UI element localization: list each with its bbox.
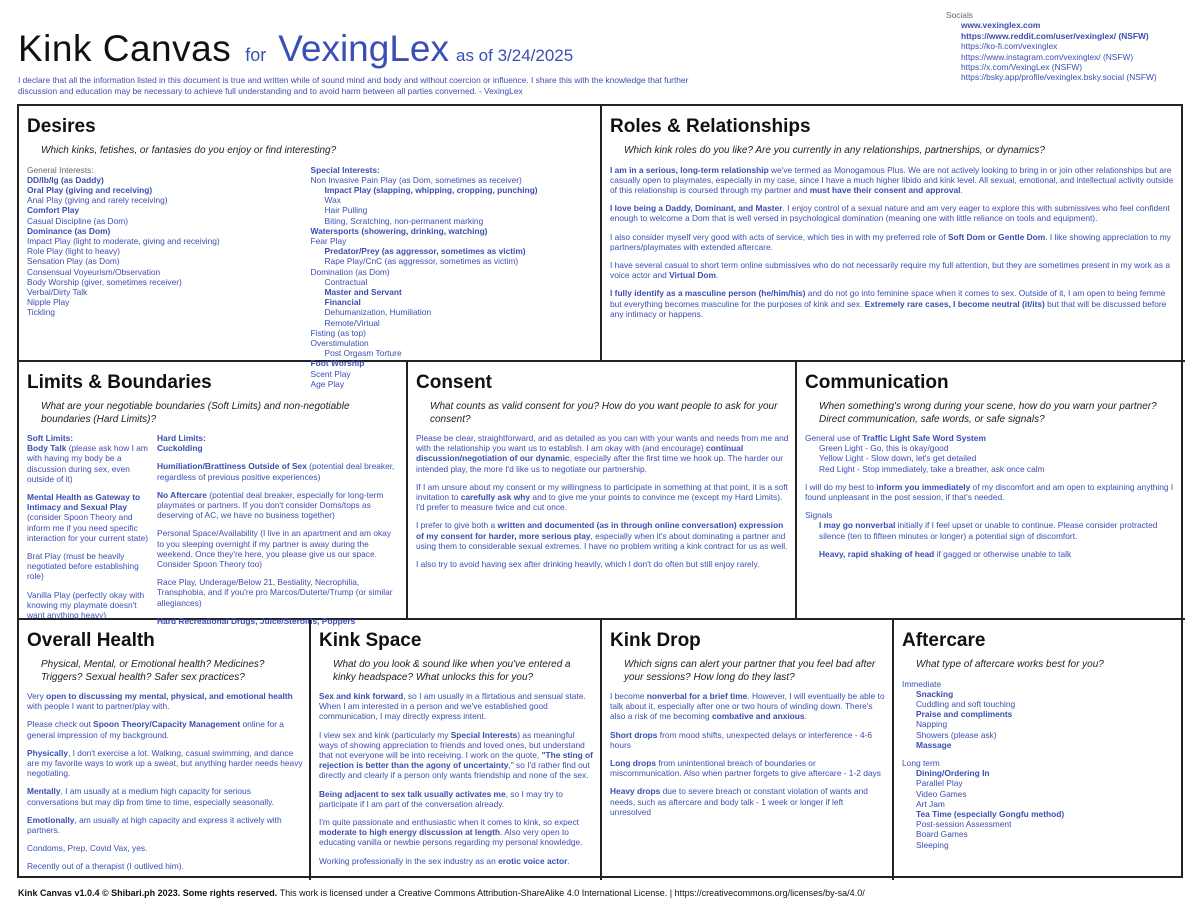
health-paragraph-run: Please check out [27,719,94,730]
drop-paragraph-run: Long drops [610,758,657,769]
traffic-light-item: Red Light - Stop immediately, take a breather, ask once calm [819,463,1045,474]
consent-paragraph [416,482,789,513]
limit-item [27,551,149,582]
space-paragraph-run: "The sting of rejection is better than the agony of uncertainty [319,750,593,771]
drop-paragraph-run: due to severe breach or constant violation of wants and needs, such as aftercare and body talk - 1 week or longer if left unresolved [610,786,868,817]
signal-item-run: initially if I feel upset or unable to continue. Please consider protracted silence (ten to fifteen minutes or longer) a potential sign of discomfort. [819,520,1158,541]
consent-paragraph [416,559,789,569]
consent-panel [408,362,797,620]
limit-run: No Aftercare [157,489,207,500]
interest-item: Post Orgasm Torture [324,348,402,359]
space-paragraph-run: Special Interests [450,729,518,740]
communication-paragraph [805,482,1179,502]
canvas-grid [17,104,1183,878]
interest-item: Wax [324,195,341,206]
roles-paragraph-run: Extremely rare cases, I become neutral (it/its) [864,298,1045,309]
health-question: Physical, Mental, or Emotional health? Medicines? Triggers? Sexual health? Safer sex practices? [41,659,265,683]
drop-paragraph-run: . [804,711,807,722]
consent-paragraph [416,520,789,551]
roles-paragraph [610,260,1179,280]
drop-paragraph [610,758,886,778]
drop-paragraph-run: from mood shifts, unexpected delays or interference - 4-6 hours [610,729,873,750]
interest-item: Fisting (as top) [310,327,366,338]
general-interests-list [27,165,311,389]
kink-space-title: Kink Space [319,630,422,651]
desires-title: Desires [27,116,96,137]
socials [946,10,1191,83]
roles-panel [602,106,1185,362]
space-paragraph [319,730,594,781]
interest-item: DD/lb/lg (as Daddy) [27,174,104,185]
interest-item: Contractual [324,276,368,287]
space-paragraph-run: erotic voice actor [498,855,568,866]
health-paragraph [27,786,303,806]
interest-item: Verbal/Dirty Talk [27,286,88,297]
soft-limits-heading: Soft Limits: [27,433,74,443]
interest-item: Dominance (as Dom) [27,225,111,236]
health-paragraph-run: Physically [27,747,68,758]
health-paragraph-run: Very [27,691,47,701]
drop-paragraph-run: . However, I will eventually be able to talk about it, especially after one or two hours of winding down. There's also a risk of me becoming [610,691,885,722]
kink-space-question: What do you look & sound like when you've entered a kinky headspace? What unlocks this for you? [333,659,571,683]
interest-item: Fear Play [310,235,347,246]
roles-paragraph-run: I have several casual to short term online submissives who do not necessarily require my full attention, but they are sometimes present in my work as a voice actor and [610,259,1170,281]
comm-para-run: inform you immediately [876,481,971,492]
soft-limits [27,433,149,634]
roles-paragraph [610,232,1179,252]
consent-question: What counts as valid consent for you? How do you want people to ask for your consent? [430,401,778,425]
traffic-light-intro [805,433,1179,443]
interest-item: Rape Play/CnC (as aggressor, sometimes as victim) [324,256,519,267]
kink-drop-title: Kink Drop [610,630,701,651]
limit-run: Body Talk [27,443,67,454]
interest-item: Role Play (light to heavy) [27,246,121,257]
interest-item: Foot Worship [310,358,365,369]
social-link[interactable]: https://x.com/VexingLex (NSFW) [961,62,1083,73]
consent-paragraph-run: continual discussion/negotiation of our dynamic [416,443,744,464]
signals-list [805,520,1179,559]
kink-space-panel [311,620,602,880]
health-paragraph-run: open to discussing my mental, physical, and emotional health [46,691,293,701]
interest-item: Sensation Play (as Dom) [27,256,120,267]
social-link[interactable]: www.vexinglex.com [961,20,1041,31]
interest-item: Anal Play (giving and rarely receiving) [27,195,168,206]
consent-paragraph-run: and to give me your points to convince me (except my Hard Limits). I'd prefer to measure twice and cut once. [416,492,783,513]
aftercare-body [902,679,1179,850]
signal-item-run: Heavy, rapid shaking of head [819,548,935,559]
aftercare-item: Tea Time (especially Gongfu method) [916,808,1065,819]
interest-item: Tickling [27,307,56,318]
aftercare-item: Showers (please ask) [916,729,997,740]
limit-item [27,443,149,484]
title-for: for [245,45,267,65]
longterm-label: Long term [902,757,940,768]
special-interests-list [311,165,595,389]
roles-paragraph [610,203,1179,223]
footer-copyright: Kink Canvas v1.0.4 © Shibari.ph 2023. Some rights reserved. [18,888,278,898]
consent-paragraph-run: I prefer to give both a [416,520,498,531]
longterm-list [902,768,1179,850]
limit-run: Hard Recreational Drugs, Juice/Steroids, Poppers [157,615,356,626]
limit-item [157,461,400,481]
health-paragraph-run: , I am usually at a medium high capacity for serious conversations but may dip from time to time, especially seasonally. [27,786,275,807]
consent-paragraph-run: , especially when it's about dominating a partner and using them to considerable sexual extremes. I have no problem writing a kink contract for us as well. [416,530,788,551]
consent-title: Consent [416,372,492,393]
drop-paragraph-run: nonverbal for a brief time [646,691,748,701]
limit-item [157,443,400,453]
social-link[interactable]: https://bsky.app/profile/vexinglex.bsky.social (NSFW) [961,72,1157,83]
aftercare-item: Dining/Ordering In [916,768,990,779]
limit-run: Vanilla Play (perfectly okay with knowing my playmate doesn't want anything heavy) [27,589,145,621]
kink-drop-body [610,691,886,817]
declaration: I declare that all the information listed in this document is true and written while of sound mind and body and without coercion or influence. I share this with the knowledge that further discussion and education may be necessary to achieve full understanding and to avoid harm between all parties converned. - VexingLex [18,75,689,96]
roles-paragraph-run: . [960,184,963,195]
drop-paragraph-run: Heavy drops [610,786,661,797]
social-link[interactable]: https://www.instagram.com/vexinglex/ (NSFW) [961,51,1134,62]
space-paragraph-run: moderate to high energy discussion at length [319,827,501,838]
interest-item: Dehumanization, Humiliation [324,307,432,318]
health-paragraph-run: , am usually at high capacity and express it actively with partners. [27,814,282,836]
health-paragraph-run: Recently out of a therapist (I outlived him). [27,861,184,872]
roles-paragraph-run: . [715,270,719,281]
limits-question: What are your negotiable boundaries (Soft Limits) and non-negotiable boundaries (Hard Limits)? [41,401,350,425]
interest-item: Comfort Play [27,205,80,216]
consent-paragraph [416,433,789,474]
drop-paragraph-run: from unintentional breach of boundaries or miscommunication. Also when partner forgets to give aftercare - 1-2 days [610,758,881,779]
roles-paragraph-run: . I like showing appreciation to my partners/playmates with extended aftercare. [610,231,1171,252]
roles-paragraph [610,165,1179,196]
comm-para-run: of my discomfort and am open to explaining anything I found unpleasant in the post session, if that's needed. [805,481,1174,503]
traffic-light-item: Yellow Light - Slow down, let's get detailed [819,453,977,464]
title-date: as of 3/24/2025 [455,46,574,65]
limit-run: (consider Spoon Theory and inform me if you need specific interaction for your current state) [27,512,149,543]
space-paragraph [319,817,594,848]
health-title: Overall Health [27,630,155,651]
signal-item-run: I may go nonverbal [819,520,896,531]
limit-run: (potential deal breaker, regardless of previous positive experiences) [157,461,395,482]
comm-para-run: I will do my best to [805,481,877,492]
title-line [18,28,928,70]
aftercare-item: Video Games [916,788,967,799]
limits-panel [19,362,408,626]
interest-item: Impact Play (slapping, whipping, cropping, punching) [324,184,538,195]
space-paragraph-run: Sex and kink forward [319,691,404,701]
desires-question: Which kinks, fetishes, or fantasies do you enjoy or find interesting? [41,145,337,156]
limit-run: Mental Health as Gateway to Intimacy and Sexual Play [27,492,141,513]
interest-item: Non Invasive Pain Play (as Dom, sometimes as receiver) [310,174,522,185]
health-paragraph-run: with people I want to partner/play with. [27,701,170,712]
health-paragraph-run: online for a general impression of my background. [27,719,284,740]
health-paragraph [27,748,303,779]
space-paragraph-run: I view sex and kink (particularly my [319,729,451,740]
socials-list [946,20,1191,82]
space-paragraph-run: I'm quite passionate and enthusiastic when it comes to kink, so expect [319,817,579,828]
footer [18,888,865,898]
social-link[interactable]: https://www.reddit.com/user/vexinglex/ (NSFW) [961,30,1149,41]
communication-title: Communication [805,372,949,393]
aftercare-item: Massage [916,739,952,750]
space-paragraph-run: , so I am usually in a flirtatious and sensual state. When I am interested in a person and we've established good communication, I may directly express intent. [319,691,586,722]
hard-limits-heading: Hard Limits: [157,433,206,443]
interest-item: Age Play [310,378,345,389]
aftercare-item: Post-session Assessment [916,819,1012,830]
limit-run: Cuckolding [157,443,203,454]
interest-item: Scent Play [310,368,351,379]
interest-item: Impact Play (light to moderate, giving and receiving) [27,235,220,246]
interest-item: Body Worship (giver, sometimes receiver) [27,276,182,287]
space-paragraph [319,789,594,809]
aftercare-item: Parallel Play [916,778,963,789]
space-paragraph-run: . [567,855,570,866]
interest-item: Special Interests: [310,164,380,175]
space-paragraph-run: ) as meaningful ways of showing appreciation to friends and loved ones, but understand that not everyone will be into receiving. I work on the quote, [319,729,585,761]
limit-item [157,528,400,569]
limit-item [27,590,149,621]
limit-run: (please ask how I am with having my body be a discussion during sex, even outside of it) [27,443,148,484]
health-body [27,691,303,872]
limit-item [27,492,149,543]
interest-item: Biting, Scratching, non-permanent marking [324,215,484,226]
roles-paragraph-run: I also consider myself very good with acts of service, which ties in with my preferred role of [610,231,948,242]
aftercare-item: Sleeping [916,839,949,850]
kink-drop-question: Which signs can alert your partner that you feel bad after your sessions? How long do they last? [624,659,876,683]
aftercare-panel [894,620,1185,880]
desires-body [27,165,594,389]
roles-body [610,165,1179,319]
signal-item [819,549,1179,559]
aftercare-item: Praise and compliments [916,709,1013,720]
roles-paragraph-run: we've termed as Monogamous Plus. We are not actively looking to bring in or join other relationships but are casually open to playmates, especially in my case, since I have a much higher libido and kink level. All sexual, emotional, and intellectual activity outside of this relationship is coursed through my partner and [610,164,1174,195]
socials-label: Socials [946,10,973,20]
immediate-list [902,689,1179,750]
drop-paragraph-run: I become [610,691,647,701]
roles-question: Which kink roles do you like? Are you currently in any relationships, partnerships, or dynamics? [624,145,1045,156]
roles-paragraph [610,288,1179,319]
aftercare-title: Aftercare [902,630,986,651]
kink-drop-panel [602,620,894,880]
traffic-intro-run: General use of [805,433,863,443]
interest-item: Predator/Prey (as aggressor, sometimes as victim) [324,246,526,257]
footer-license: This work is licensed under a Creative Commons Attribution-ShareAlike 4.0 International License. | https://creativecommons.org/licenses/by-sa/4.0/ [277,888,865,898]
drop-paragraph [610,691,886,722]
aftercare-item: Board Games [916,829,968,840]
roles-title: Roles & Relationships [610,116,811,137]
drop-paragraph-run: combative and anxious [711,711,805,722]
signal-item [819,520,1179,540]
interest-item: Overstimulation [310,337,369,348]
owner-name: VexingLex [278,28,449,69]
interest-item: Consensual Voyeurism/Observation [27,266,161,277]
health-paragraph [27,843,303,853]
limit-item [157,577,400,608]
consent-paragraph-run: , especially after the first time we hook up. The harder our intended play, the more I'd like us to negotiate our partnership. [416,453,784,474]
limits-body [27,433,400,634]
space-paragraph [319,691,594,722]
consent-paragraph-run: carefully ask why [460,492,531,503]
interest-item: Remote/Virtual [324,317,380,328]
interest-item: Domination (as Dom) [310,266,390,277]
health-paragraph-run: , I don't exercise a lot. Walking, casual swimming, and dance are my favorite ways to work up a sweat, but anything harder needs heavy negotiating. [27,747,303,779]
aftercare-question: What type of aftercare works best for you? [916,659,1104,670]
traffic-intro-run: Traffic Light Safe Word System [862,433,986,443]
consent-body [416,433,789,569]
soft-limits-list [27,443,149,620]
roles-paragraph-run: but that will be discussed before any intimacy or happens. [610,298,1167,319]
social-link[interactable]: https://ko-fi.com/vexinglex [961,41,1058,52]
limit-run: (potential deal breaker, especially for long-term playmates or partners. If you don't consider Doms/tops as deserving of AC, we have no business together) [157,489,384,521]
traffic-light-list [805,443,1179,474]
limit-item [157,490,400,521]
hard-limits [157,433,400,634]
health-paragraph-run: Mentally [27,786,61,797]
roles-paragraph-run: Soft Dom or Gentle Dom [947,231,1046,242]
aftercare-item: Cuddling and soft touching [916,698,1016,709]
health-paragraph-run: Condoms, Prep, Covid Vax, yes. [27,843,148,854]
limit-run: Humiliation/Brattiness Outside of Sex [157,461,307,472]
aftercare-item: Art Jam [916,798,945,809]
health-paragraph [27,815,303,835]
interest-item: Master and Servant [324,286,402,297]
space-paragraph-run: Working professionally in the sex industry as an [319,855,499,866]
kink-space-body [319,691,594,866]
limit-run: Brat Play (must be heavily negotiated before establishing role) [27,551,139,582]
communication-body [805,433,1179,559]
roles-paragraph-run: I am in a serious, long-term relationship [610,164,769,175]
consent-paragraph-run: I also try to avoid having sex after drinking heavily, which I don't do often but still enjoy rarely. [416,559,760,570]
health-paragraph-run: Spoon Theory/Capacity Management [93,719,241,730]
signal-item-run: if gagged or otherwise unable to talk [934,548,1072,559]
health-paragraph [27,691,303,711]
limit-run: Race Play, Underage/Below 21, Bestiality, Necrophilia, Transphobia, and if you're pro Marcos/Duterte/Trump (or similar allegiances) [157,577,393,608]
space-paragraph-run: ," so I'd rather find out directly and clearly if a person only wants friendship and none of the sex. [319,760,590,781]
interest-item: Watersports (showering, drinking, watching) [310,225,488,236]
roles-paragraph-run: and do not go into feminine space when it comes to sex. Outside of it, I am open to being femme but everything becomes masculine for the purposes of kink and sex. [610,288,1166,309]
hard-limits-list [157,443,400,626]
communication-panel [797,362,1185,620]
aftercare-item: Napping [916,719,948,730]
drop-paragraph [610,786,886,817]
space-paragraph-run: , so I may try to participate if I am part of the conversation already. [319,788,563,809]
limits-title: Limits & Boundaries [27,372,212,393]
interest-item: Hair Pulling [324,205,368,216]
interest-item: Financial [324,297,361,308]
signals-label: Signals [805,510,833,521]
space-paragraph [319,856,594,866]
consent-paragraph-run: Please be clear, straightforward, and as detailed as you can with your wants and needs from me and with the relationship you want us to establish. I am okay with (and encourage) [416,433,789,454]
interest-item: Nipple Play [27,297,70,308]
health-panel [19,620,311,880]
communication-question: When something's wrong during your scene, how do you warn your partner? Direct communication, safe words, or safe signals? [819,401,1157,425]
roles-paragraph-run: . I enjoy control of a sexual nature and am very eager to explore this with submissives who feel confident enough to welcome a Dom that is well versed in psychological domination (meaning one with little reliance on tools and equipment). [610,203,1170,224]
roles-paragraph-run: I love being a Daddy, Dominant, and Master [610,203,783,214]
limit-run: Personal Space/Availability (I live in an apartment and am okay to you sleeping overnight if my partner is away during the weekend. Once they're here, you please give us our space. Consider Spoon Theory too) [157,528,392,570]
interest-item: Casual Discipline (as Dom) [27,215,128,226]
aftercare-item: Snacking [916,688,954,699]
roles-paragraph-run: Virtual Dom [669,270,716,281]
immediate-label: Immediate [902,678,942,689]
roles-paragraph-run: I fully identify as a masculine person (he/him/his) [610,288,806,299]
interest-item: Oral Play (giving and receiving) [27,184,153,195]
drop-paragraph-run: Short drops [610,729,658,740]
health-paragraph-run: Emotionally [27,814,75,825]
drop-paragraph [610,730,886,750]
health-paragraph [27,719,303,739]
consent-paragraph-run: If I am unsure about my consent or my willingness to participate in something at that point, it is a soft invitation to [416,481,788,503]
interest-item: General Interests: [27,164,94,175]
traffic-light-item: Green Light - Go, this is okay/good [819,443,949,454]
health-paragraph [27,861,303,871]
space-paragraph-run: . Also very open to educating vanilla or newbie persons regarding my personal knowledge. [319,827,583,848]
page-title: Kink Canvas [18,28,232,69]
roles-paragraph-run: must have their consent and approval [809,184,961,195]
space-paragraph-run: Being adjacent to sex talk usually activates me [319,788,506,799]
consent-paragraph-run: written and documented (as in through online conversation) expression of my consent for harder, more serious play [416,520,784,541]
